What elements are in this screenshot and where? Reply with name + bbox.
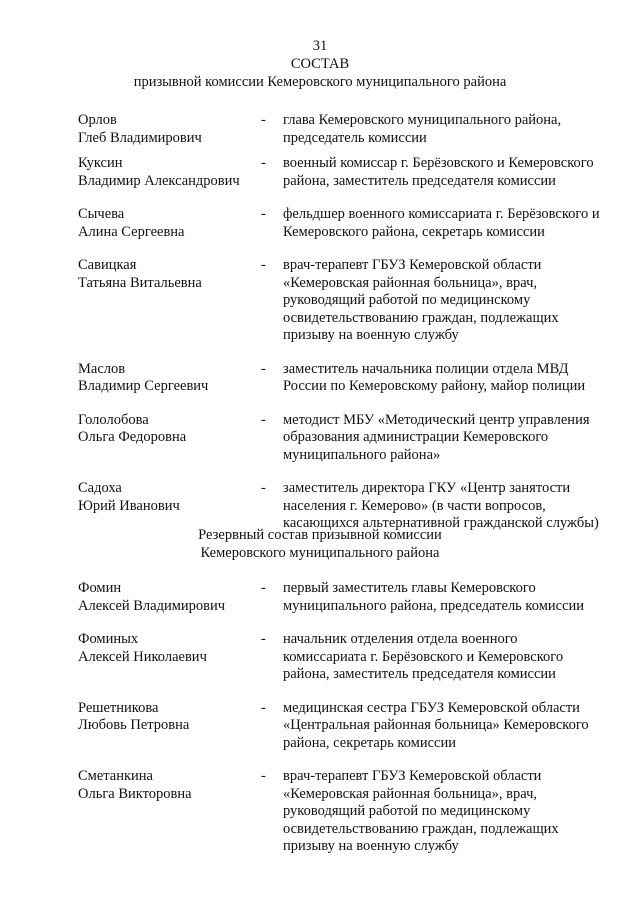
member-dash: - xyxy=(261,411,266,428)
reserve-title xyxy=(0,527,640,562)
member-dash: - xyxy=(261,206,266,222)
member-name: Сметанкина Ольга Викторовна xyxy=(78,768,192,802)
member-dash: - xyxy=(261,112,266,128)
member-role: врач-терапевт ГБУЗ Кемеровской области «Кемеровская районная больница», врач, руководящий работой по медицинскому освидетельствованию граждан, подлежащих призыву на военную службу xyxy=(283,768,559,854)
member-name: Решетникова Любовь Петровна xyxy=(78,699,190,733)
member-entry xyxy=(78,768,598,856)
member-name: Гололобова Ольга Федоровна xyxy=(78,411,187,445)
member-entry xyxy=(78,700,598,753)
member-name: Сычева Алина Сергеевна xyxy=(78,206,185,240)
member-name: Куксин Владимир Александрович xyxy=(78,155,240,189)
reserve-title-line-2: Кемеровского муниципального района xyxy=(200,544,440,561)
member-role: медицинская сестра ГБУЗ Кемеровской области «Центральная районная больница» Кемеровского района, секретарь комиссии xyxy=(283,699,589,751)
member-entry xyxy=(78,412,598,465)
member-entry xyxy=(78,112,598,147)
member-entry xyxy=(78,631,598,684)
member-role: начальник отделения отдела военного комиссариата г. Берёзовского и Кемеровского района, заместитель председателя комиссии xyxy=(283,631,564,682)
member-dash: - xyxy=(261,699,266,716)
member-role: заместитель начальника полиции отдела МВД России по Кемеровскому району, майор полиции xyxy=(283,360,586,394)
member-entry xyxy=(78,206,598,241)
member-role: первый заместитель главы Кемеровского муниципального района, председатель комиссии xyxy=(283,580,585,614)
member-dash: - xyxy=(261,580,266,596)
member-name: Фомин Алексей Владимирович xyxy=(78,580,226,614)
member-dash: - xyxy=(261,631,266,647)
main-members-list xyxy=(78,112,598,549)
member-role: фельдшер военного комиссариата г. Берёзовского и Кемеровского района, секретарь комиссии xyxy=(283,206,600,240)
reserve-title-line-1: Резервный состав призывной комиссии xyxy=(198,527,442,543)
title-line-2: призывной комиссии Кемеровского муниципального района xyxy=(133,73,507,90)
title-line-1: СОСТАВ xyxy=(290,56,350,72)
member-role: глава Кемеровского муниципального района, председатель комиссии xyxy=(283,112,562,146)
page-number: 31 xyxy=(312,38,328,54)
member-dash: - xyxy=(261,257,266,273)
member-entry xyxy=(78,480,598,533)
member-dash: - xyxy=(261,768,266,784)
member-role: врач-терапевт ГБУЗ Кемеровской области «Кемеровская районная больница», врач, руководящий работой по медицинскому освидетельствованию граждан, подлежащих призыву на военную службу xyxy=(283,257,559,343)
member-dash: - xyxy=(261,360,266,377)
member-name: Садоха Юрий Иванович xyxy=(78,480,180,514)
member-role: заместитель директора ГКУ «Центр занятости населения г. Кемерово» (в части вопросов, касающихся альтернативной гражданской службы) xyxy=(283,480,599,531)
member-entry xyxy=(78,155,598,190)
member-entry xyxy=(78,257,598,345)
member-name: Фоминых Алексей Николаевич xyxy=(78,631,207,665)
member-dash: - xyxy=(261,480,266,496)
reserve-members-list xyxy=(78,580,598,872)
member-name: Савицкая Татьяна Витальевна xyxy=(78,257,202,291)
member-role: методист МБУ «Методический центр управления образования администрации Кемеровского муниципального района» xyxy=(283,411,590,463)
member-name: Маслов Владимир Сергеевич xyxy=(78,360,209,394)
member-role: военный комиссар г. Берёзовского и Кемеровского района, заместитель председателя комиссии xyxy=(283,155,594,189)
document-title xyxy=(0,56,640,91)
member-entry xyxy=(78,361,598,396)
member-entry xyxy=(78,580,598,615)
member-name: Орлов Глеб Владимирович xyxy=(78,112,202,146)
member-dash: - xyxy=(261,155,266,171)
